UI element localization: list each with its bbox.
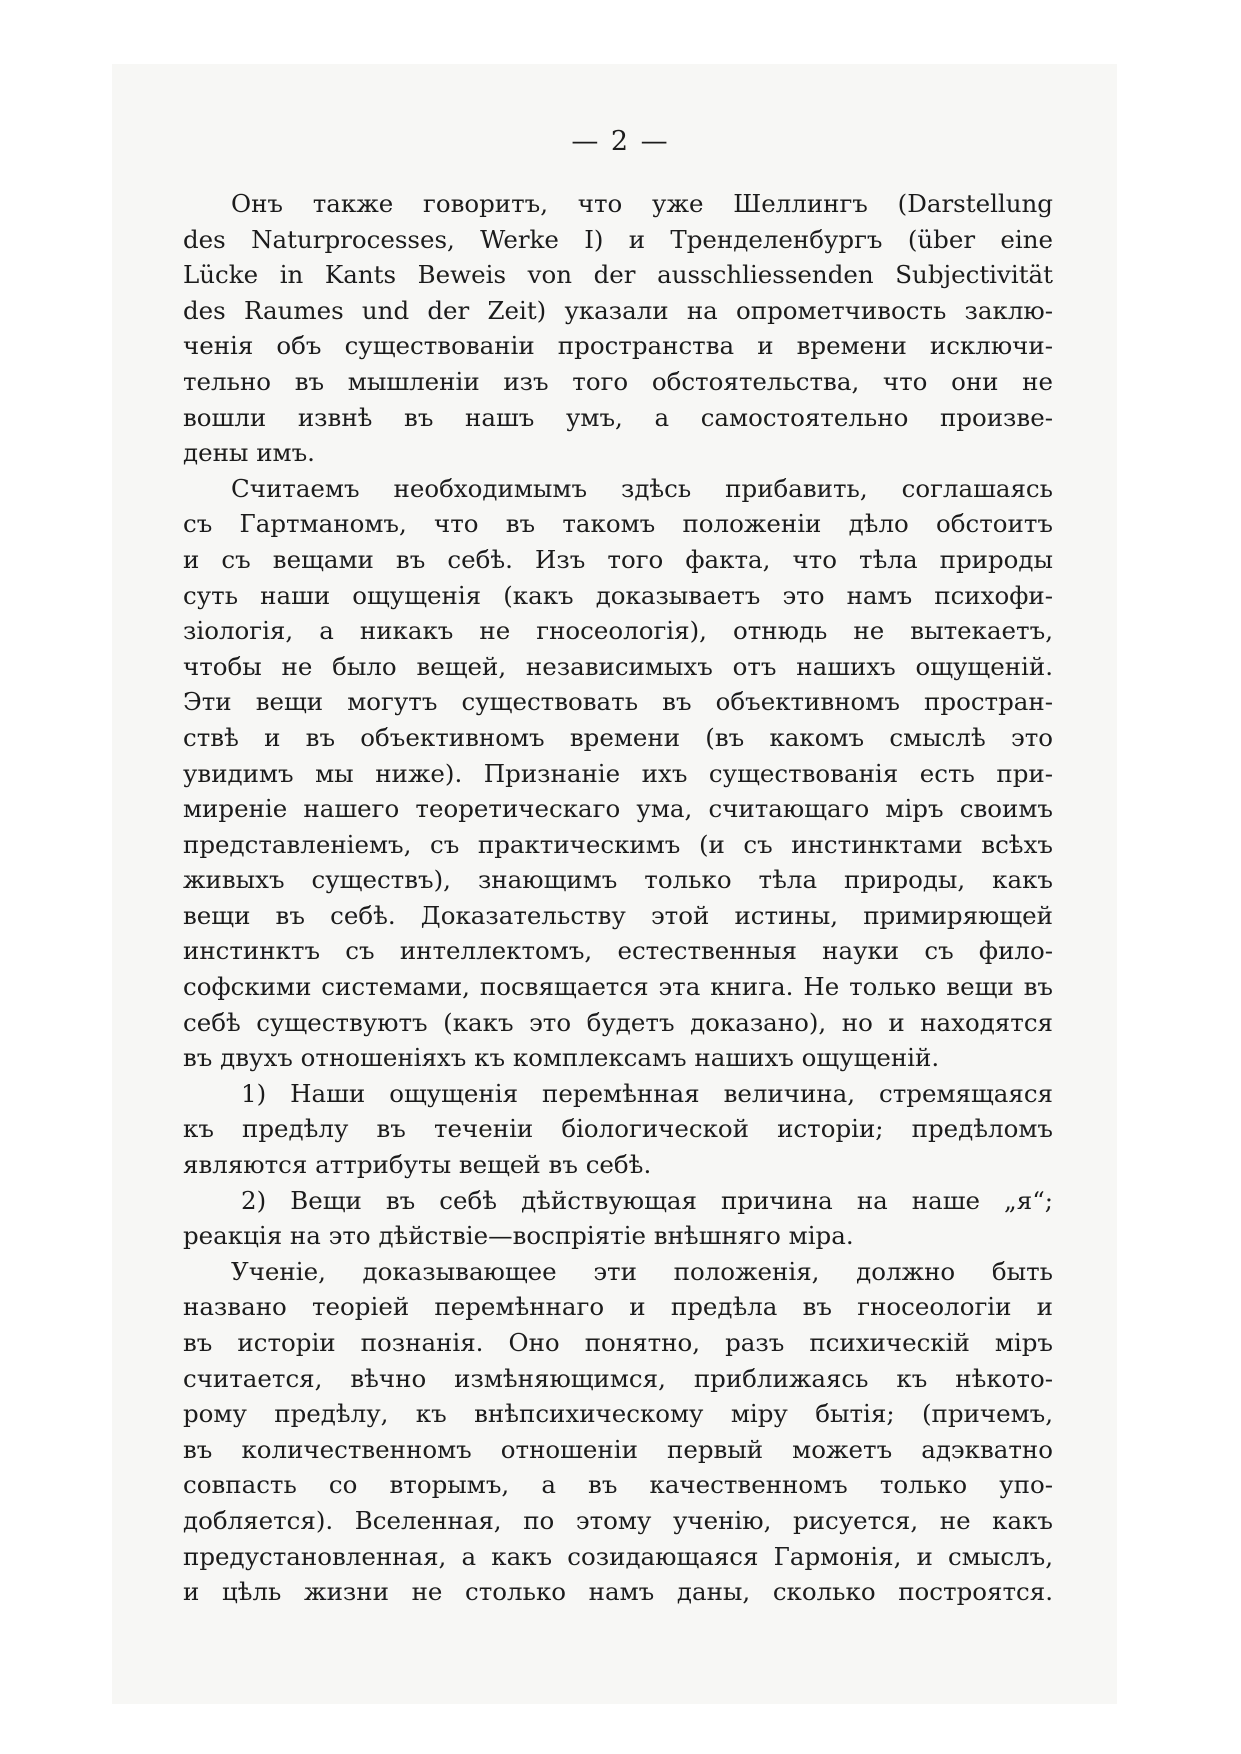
text-line: въ двухъ отношеніяхъ къ комплексамъ нашихъ ощущеній. — [183, 1043, 940, 1073]
text-line: тельно въ мышленіи изъ того обстоятельства, что они не — [183, 366, 1053, 396]
text-line: Lücke in Kants Beweis von der ausschliessenden Subjectivität — [183, 260, 1053, 290]
text-line: добляется). Вселенная, по этому ученію, рисуется, не какъ — [183, 1505, 1053, 1535]
text-line: Считаемъ необходимымъ здѣсь прибавить, соглашаясь — [231, 473, 1053, 503]
text-line: миреніе нашего теоретическаго ума, считающаго міръ своимъ — [183, 794, 1053, 824]
text-line: увидимъ мы ниже). Признаніе ихъ существованія есть при- — [183, 758, 1053, 788]
text-line: и съ вещами въ себѣ. Изъ того факта, что тѣла природы — [183, 544, 1053, 574]
text-line: 2) Вещи въ себѣ дѣйствующая причина на наше „я“; — [241, 1185, 1053, 1215]
text-line: являются аттрибуты вещей въ себѣ. — [183, 1150, 652, 1180]
text-line: названо теоріей перемѣннаго и предѣла въ гносеологіи и — [183, 1292, 1053, 1322]
text-line: вещи въ себѣ. Доказательству этой истины, примиряющей — [183, 900, 1053, 930]
text-line: Ученіе, доказывающее эти положенія, должно быть — [231, 1256, 1053, 1286]
text-line: инстинктъ съ интеллектомъ, естественныя науки съ фило- — [183, 936, 1053, 966]
text-line: суть наши ощущенія (какъ доказываетъ это намъ психофи- — [183, 580, 1053, 610]
body-text — [183, 186, 1053, 1610]
text-line: реакція на это дѣйствіе—воспріятіе внѣшняго міра. — [183, 1221, 854, 1251]
text-line: предустановленная, а какъ созидающаяся Гармонія, и смыслъ, — [183, 1541, 1053, 1571]
text-line: чтобы не было вещей, независимыхъ отъ нашихъ ощущеній. — [183, 651, 1053, 681]
text-line: считается, вѣчно измѣняющимся, приближаясь къ нѣкото- — [183, 1363, 1053, 1393]
text-line: къ предѣлу въ теченіи біологической исторіи; предѣломъ — [183, 1114, 1053, 1144]
text-line: совпасть со вторымъ, а въ качественномъ только упо- — [183, 1470, 1053, 1500]
text-line: живыхъ существъ), знающимъ только тѣла природы, какъ — [183, 865, 1053, 895]
text-line: рому предѣлу, къ внѣпсихическому міру бытія; (причемъ, — [183, 1399, 1053, 1429]
text-line: des Naturprocesses, Werke I) и Тренделенбургъ (über eine — [183, 224, 1053, 254]
text-line: себѣ существуютъ (какъ это будетъ доказано), но и находятся — [183, 1007, 1053, 1037]
text-line: съ Гартманомъ, что въ такомъ положеніи дѣло обстоитъ — [183, 509, 1053, 539]
text-line: вошли извнѣ въ нашъ умъ, а самостоятельно произве- — [183, 402, 1053, 432]
text-line: Онъ также говоритъ, что уже Шеллингъ (Darstellung — [231, 189, 1053, 218]
text-line: 1) Наши ощущенія перемѣнная величина, стремящаяся — [241, 1078, 1053, 1108]
text-line: представленіемъ, съ практическимъ (и съ инстинктами всѣхъ — [183, 829, 1053, 859]
text-line: въ количественномъ отношеніи первый можетъ адэкватно — [183, 1434, 1053, 1464]
text-line: зіологія, а никакъ не гносеологія), отнюдь не вытекаетъ, — [183, 616, 1053, 646]
text-line: въ исторіи познанія. Оно понятно, разъ психическій міръ — [183, 1328, 1053, 1357]
text-line: des Raumes und der Zeit) указали на опрометчивость заклю- — [183, 295, 1053, 325]
text-line: ствѣ и въ объективномъ времени (въ какомъ смыслѣ это — [183, 722, 1053, 752]
page-number: — 2 — — [571, 126, 670, 157]
text-line: ченія объ существованіи пространства и времени исключи- — [183, 331, 1053, 361]
text-line: дены имъ. — [183, 438, 315, 468]
text-line: софскими системами, посвящается эта книга. Не только вещи въ — [183, 972, 1053, 1002]
text-line: и цѣль жизни не столько намъ даны, сколько построятся. — [183, 1577, 1053, 1607]
text-line: Эти вещи могутъ существовать въ объективномъ простран- — [183, 687, 1053, 717]
